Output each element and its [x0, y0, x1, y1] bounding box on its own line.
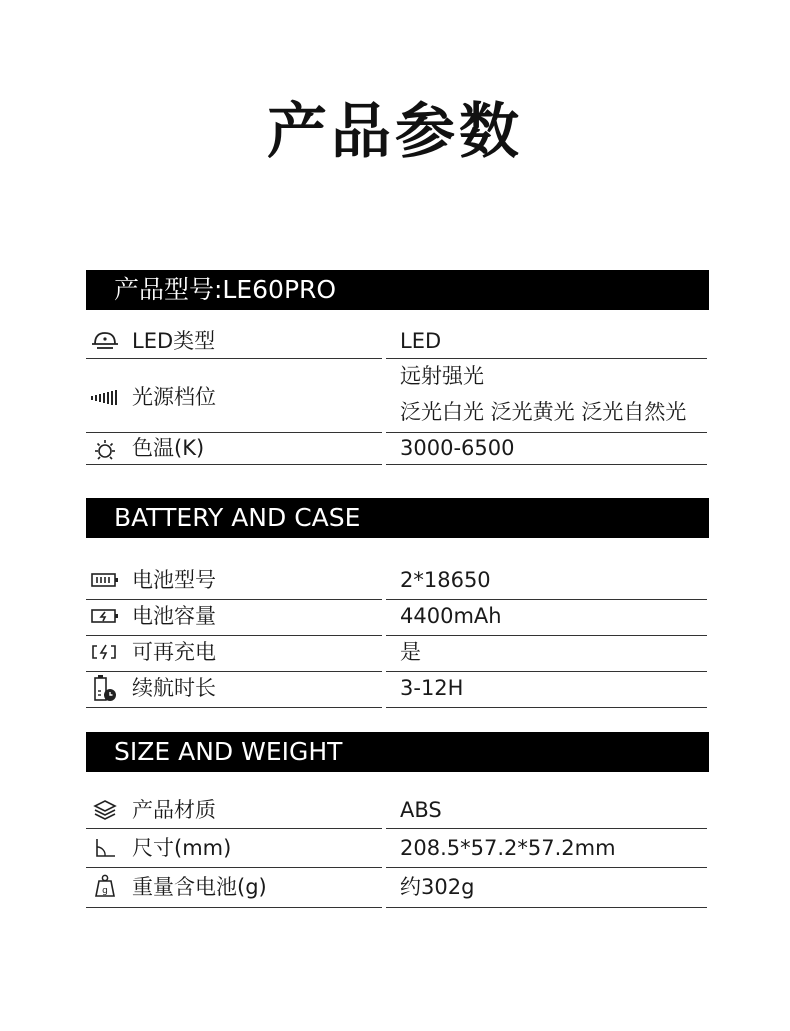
spec-value: 约302g: [400, 875, 475, 899]
spec-label-cell: [86, 829, 382, 868]
spec-label-cell: [86, 868, 382, 908]
spec-value-cell: [386, 829, 707, 868]
spec-label-cell: [86, 433, 382, 465]
spec-label: 尺寸(mm): [132, 836, 232, 860]
spec-row-battery-model: [86, 564, 709, 600]
spec-label-cell: [86, 564, 382, 600]
spec-value-line-1: 远射强光: [400, 364, 484, 388]
spec-row-runtime: [86, 672, 709, 708]
spec-row-light-modes: [86, 359, 709, 433]
spec-label-cell: [86, 792, 382, 829]
spec-label-cell: [86, 636, 382, 672]
spec-value-cell: [386, 672, 707, 708]
spec-value-cell: [386, 868, 707, 908]
spec-row-color-temp: [86, 433, 709, 465]
spec-row-dimensions: [86, 829, 709, 868]
spec-value-cell: [386, 324, 707, 359]
spec-value-line-2: 泛光白光 泛光黄光 泛光自然光: [400, 400, 687, 424]
spec-value: 是: [400, 640, 421, 664]
page-title: 产品参数: [267, 97, 523, 167]
spec-label: 色温(K): [132, 436, 205, 460]
section-header-model: 产品型号:LE60PRO: [86, 270, 709, 310]
runtime-icon: [90, 674, 120, 702]
battery-icon: [90, 568, 120, 592]
spec-label-cell: [86, 324, 382, 359]
spec-row-material: [86, 792, 709, 829]
spec-label-cell: [86, 359, 382, 433]
spec-row-battery-capacity: [86, 600, 709, 636]
spec-value: 3000-6500: [400, 436, 515, 460]
svg-text:g: g: [102, 886, 108, 896]
section-header-size: SIZE AND WEIGHT: [86, 732, 709, 772]
spec-value-cell: [386, 359, 707, 433]
spec-label: 续航时长: [132, 676, 216, 700]
spec-value: 2*18650: [400, 568, 491, 592]
spec-value-cell: [386, 600, 707, 636]
spec-value: ABS: [400, 798, 442, 822]
spec-value-cell: [386, 433, 707, 465]
sun-icon: [90, 438, 120, 462]
light-bars-icon: [90, 385, 120, 409]
spec-label: 重量含电池(g): [132, 875, 267, 899]
spec-row-rechargeable: [86, 636, 709, 672]
spec-value-cell: [386, 564, 707, 600]
battery-charge-icon: [90, 604, 120, 628]
spec-value: 3-12H: [400, 676, 464, 700]
recharge-icon: [90, 640, 120, 664]
spec-label: 可再充电: [132, 640, 216, 664]
lamp-icon: [90, 328, 120, 352]
spec-value: 208.5*57.2*57.2mm: [400, 836, 616, 860]
spec-label: LED类型: [132, 329, 216, 353]
layers-icon: [90, 798, 120, 822]
spec-value: 4400mAh: [400, 604, 502, 628]
spec-value-cell: [386, 792, 707, 829]
spec-row-led-type: [86, 324, 709, 359]
spec-label-cell: [86, 672, 382, 708]
spec-label: 光源档位: [132, 385, 216, 409]
spec-value-cell: [386, 636, 707, 672]
spec-row-weight: [86, 868, 709, 908]
weight-icon: [90, 873, 120, 899]
spec-label: 电池容量: [132, 604, 216, 628]
spec-value: LED: [400, 329, 442, 353]
spec-label-cell: [86, 600, 382, 636]
spec-label: 电池型号: [132, 568, 216, 592]
spec-label: 产品材质: [132, 798, 216, 822]
ruler-angle-icon: [90, 836, 120, 860]
section-header-battery: BATTERY AND CASE: [86, 498, 709, 538]
